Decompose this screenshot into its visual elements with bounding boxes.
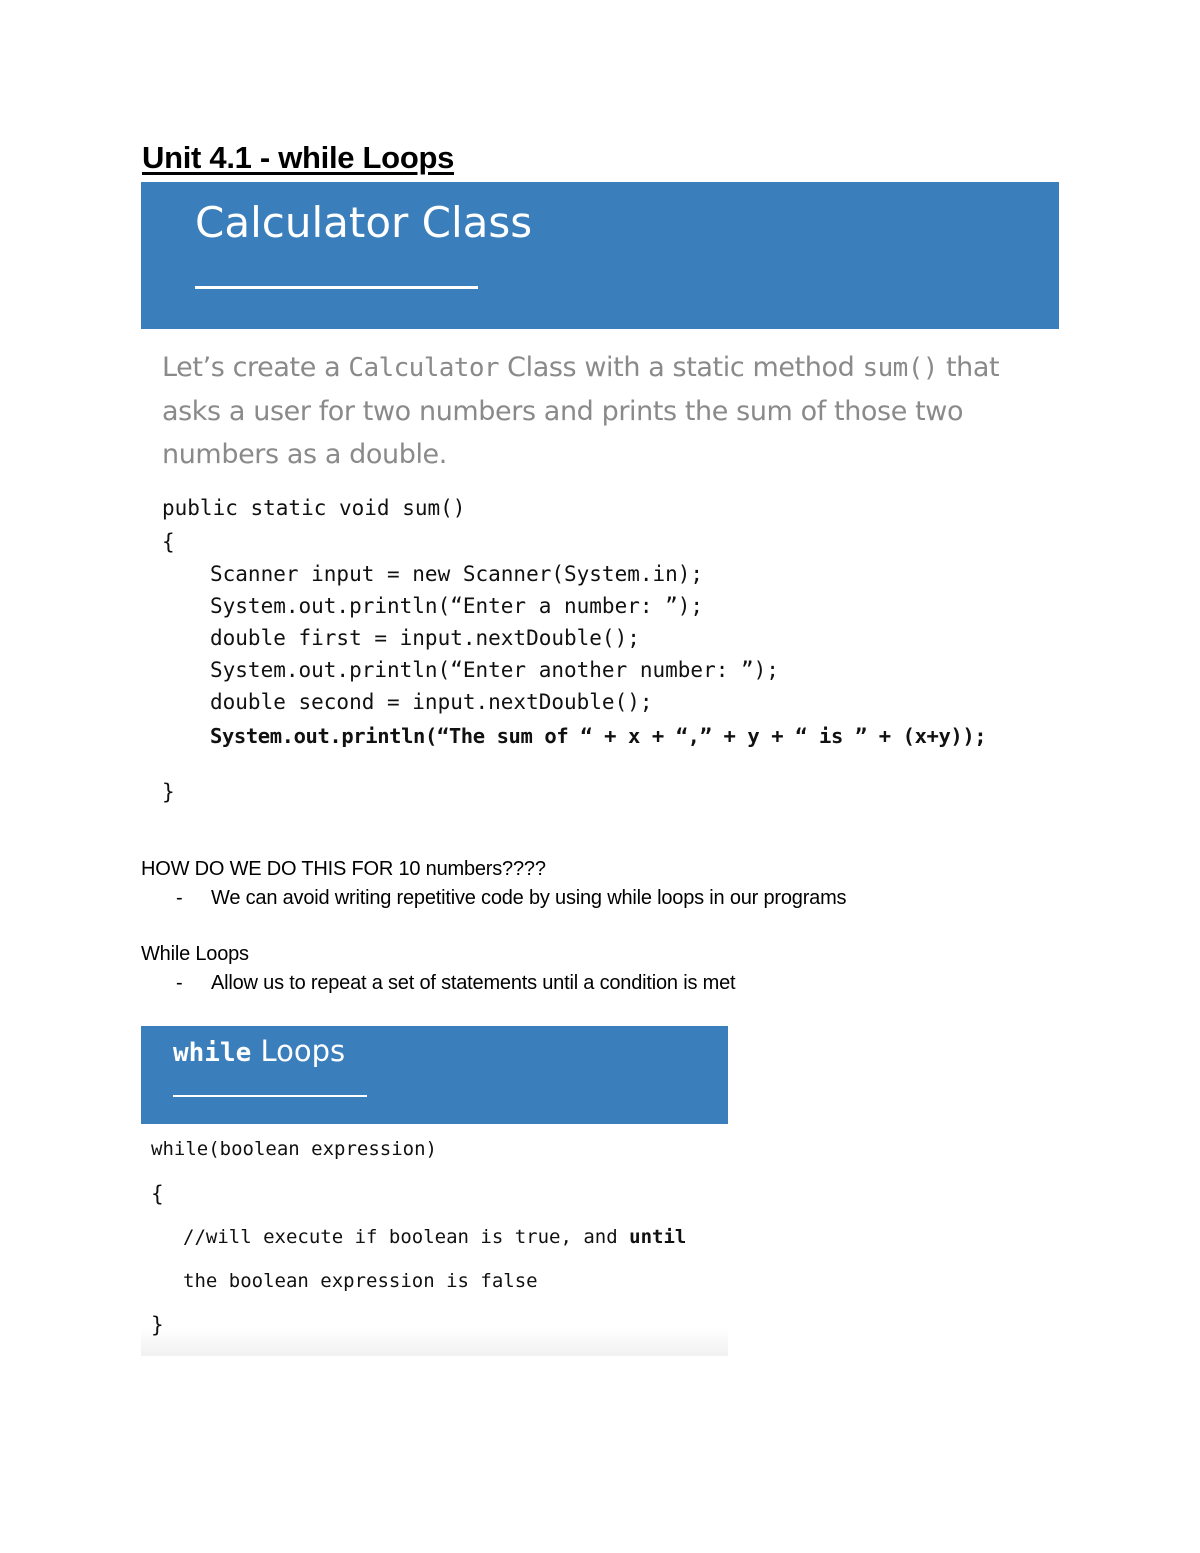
code-close-brace: } — [162, 780, 175, 804]
calculator-class-heading: Calculator Class — [195, 198, 533, 247]
description-text: that asks a user for two numbers and prints the sum of those two numbers as a double. — [162, 352, 1000, 470]
while-loops-banner — [141, 1026, 728, 1124]
heading-underline — [195, 286, 478, 289]
code-line-print-sum: System.out.println(“The sum of “ + x + “,” + y + “ is ” + (x+y)); — [210, 724, 987, 748]
while-loops-heading — [173, 1034, 345, 1068]
description-text: Let’s create a — [162, 352, 349, 383]
note-heading-while-loops: While Loops — [141, 943, 249, 965]
note-heading-ten-numbers: HOW DO WE DO THIS FOR 10 numbers???? — [141, 858, 546, 880]
code-open-brace: { — [151, 1182, 164, 1206]
while-syntax-panel — [141, 1124, 728, 1356]
code-open-brace: { — [162, 530, 175, 554]
code-line: double first = input.nextDouble(); — [210, 626, 640, 650]
calculator-description — [162, 346, 1062, 476]
code-line: System.out.println(“Enter another number: ”); — [210, 658, 779, 682]
heading-text: Loops — [251, 1034, 346, 1068]
code-close-brace: } — [151, 1313, 164, 1337]
comment-text: //will execute if boolean is true, and — [183, 1226, 630, 1248]
code-line: Scanner input = new Scanner(System.in); — [210, 562, 704, 586]
calculator-class-banner — [141, 182, 1059, 329]
inline-code-calculator: Calculator — [348, 353, 499, 383]
bullet-text: Allow us to repeat a set of statements until a condition is met — [211, 972, 736, 994]
code-line-signature: public static void sum() — [162, 496, 466, 520]
code-line: double second = input.nextDouble(); — [210, 690, 653, 714]
heading-underline — [173, 1095, 367, 1097]
heading-keyword: while — [173, 1038, 252, 1068]
bullet-text: We can avoid writing repetitive code by using while loops in our programs — [211, 887, 847, 909]
bullet-dash: - — [176, 972, 183, 994]
code-comment — [183, 1226, 686, 1248]
note-bullet — [176, 972, 735, 995]
bullet-dash: - — [176, 887, 183, 909]
code-comment: the boolean expression is false — [183, 1270, 538, 1292]
description-text: Class with a static method — [498, 352, 863, 383]
inline-code-sum: sum() — [862, 353, 938, 383]
note-bullet — [176, 887, 846, 910]
code-line-while: while(boolean expression) — [151, 1138, 437, 1160]
page-title: Unit 4.1 - while Loops — [142, 140, 455, 175]
comment-bold: until — [629, 1226, 687, 1248]
code-line: System.out.println(“Enter a number: ”); — [210, 594, 704, 618]
